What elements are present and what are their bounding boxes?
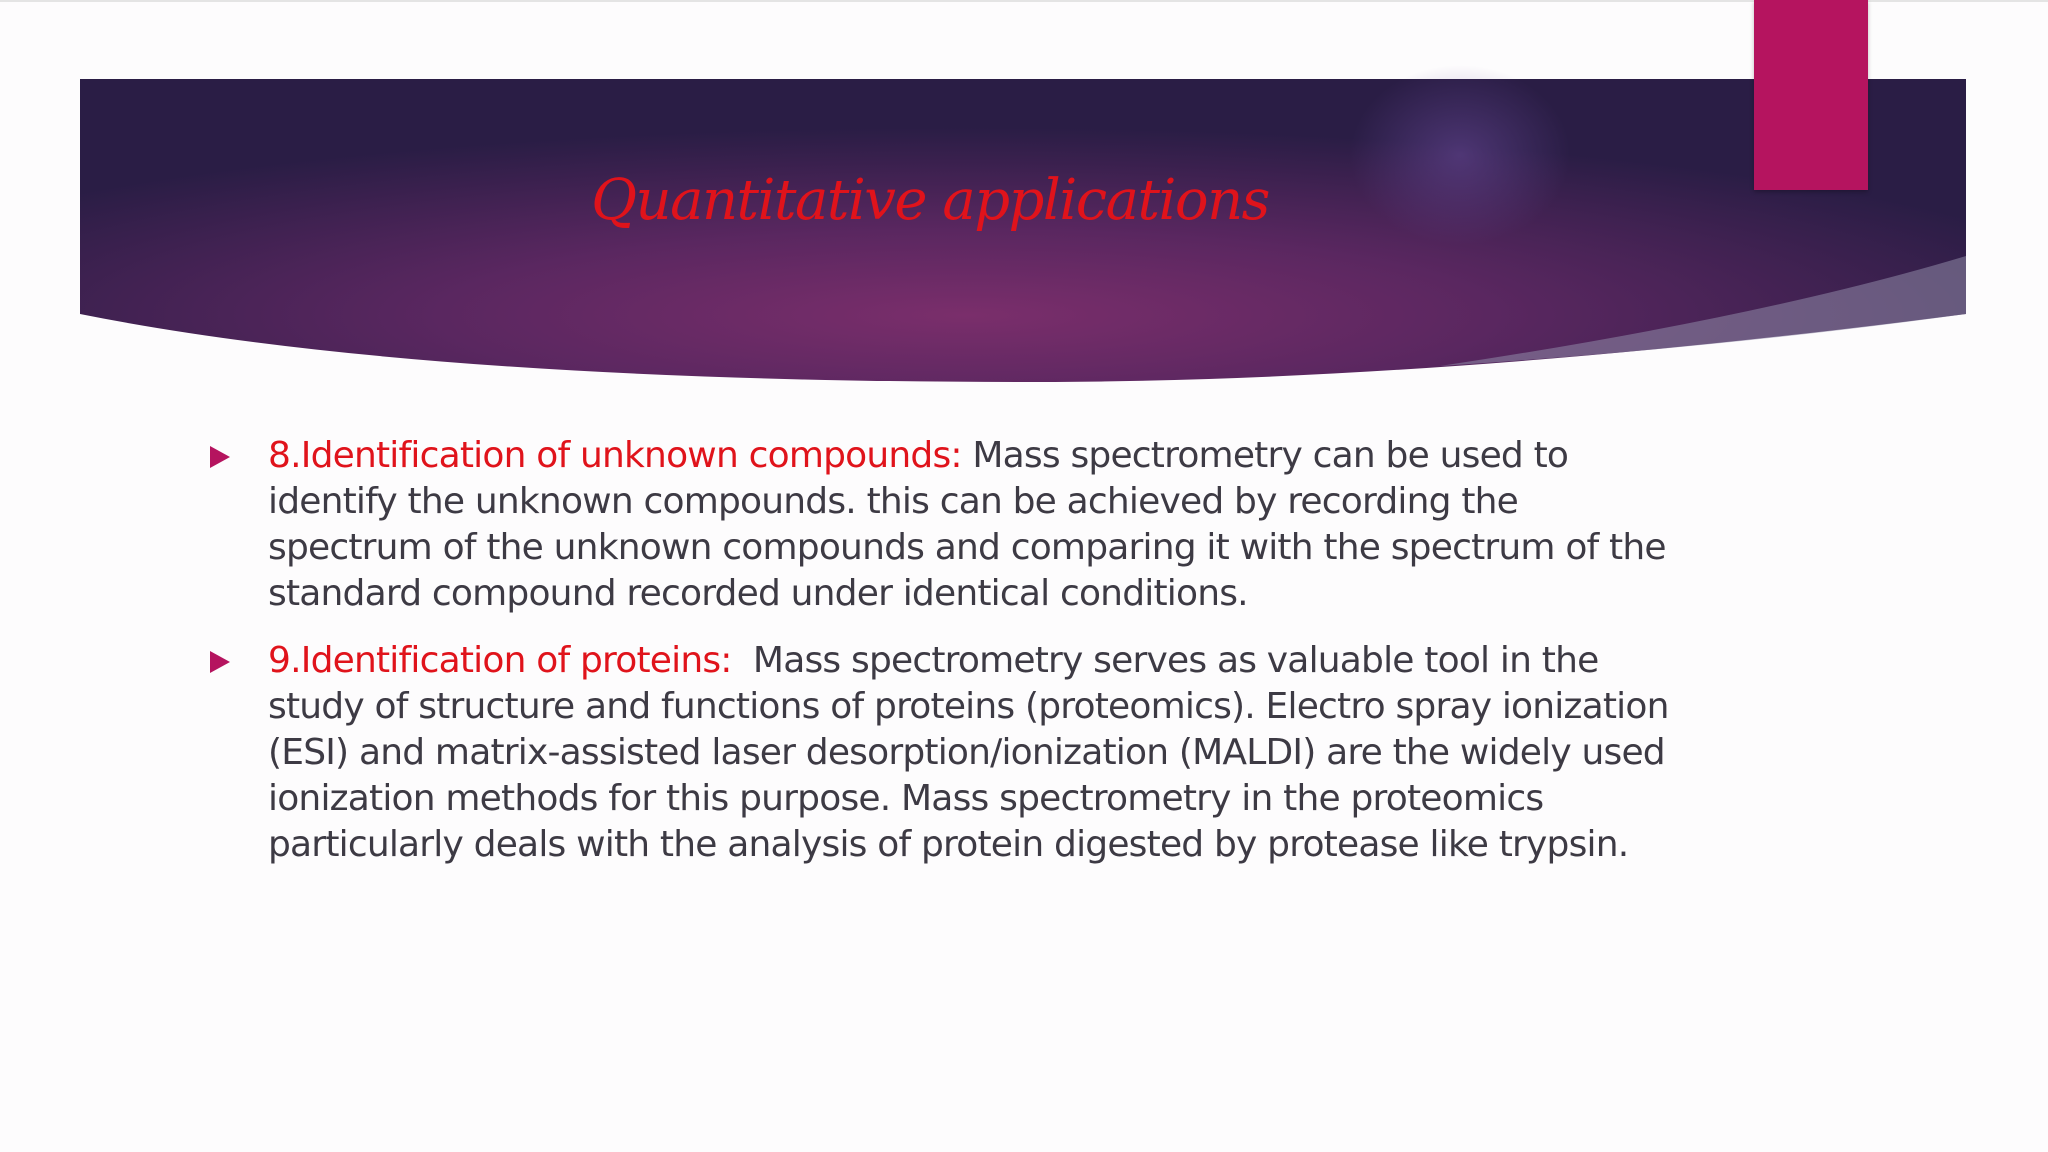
- bullet-heading: 9.Identification of proteins:: [268, 640, 732, 681]
- bullet-text: Mass spectrometry serves as valuable tool in the study of structure and functions of proteins (proteomics). Electro spray ionization (ESI) and matrix-assisted laser desorption/ionization (MALDI) are the widely used ionization methods for this purpose. Mass spectrometry in the proteomics particularly deals with the analysis of protein digested by protease like trypsin.: [268, 640, 1680, 865]
- accent-tab: [1754, 0, 1868, 190]
- bullet-item: [210, 433, 1690, 617]
- slide-title: Quantitative applications: [591, 168, 1269, 233]
- bullet-heading: 8.Identification of unknown compounds:: [268, 435, 962, 476]
- bullet-list: [210, 433, 1690, 889]
- bullet-arrow-icon: [210, 446, 230, 468]
- bullet-text: Mass spectrometry can be used to identify the unknown compounds. this can be achieved by recording the spectrum of the unknown compounds and comparing it with the spectrum of the standard compound recorded under identical conditions.: [268, 435, 1666, 614]
- bullet-item: [210, 638, 1690, 868]
- bullet-arrow-icon: [210, 651, 230, 673]
